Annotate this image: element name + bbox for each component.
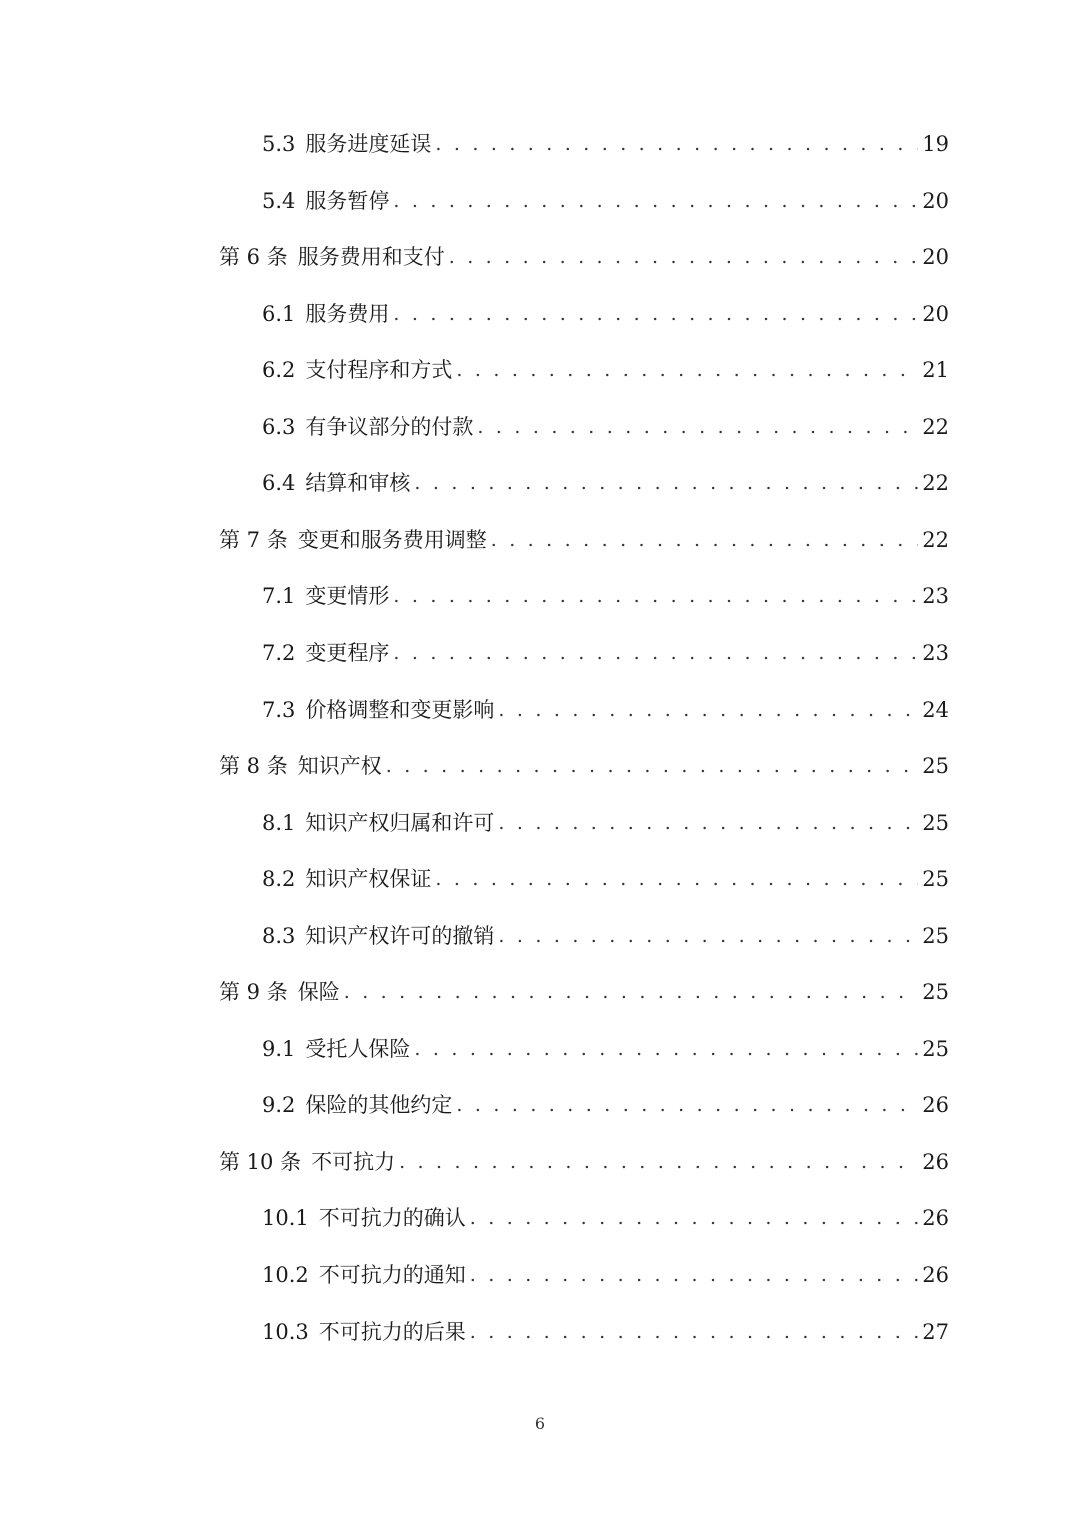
toc-dot-leader bbox=[498, 916, 918, 956]
toc-entry[interactable] bbox=[262, 1312, 949, 1352]
toc-dot-leader bbox=[456, 350, 918, 390]
toc-entry-title: 变更和服务费用调整 bbox=[297, 527, 487, 552]
toc-entry[interactable] bbox=[262, 181, 949, 221]
toc-entry-page: 26 bbox=[922, 1206, 949, 1231]
toc-dot-leader bbox=[470, 1198, 919, 1238]
toc-entry-title: 知识产权归属和许可 bbox=[305, 810, 495, 835]
toc-entry[interactable] bbox=[262, 803, 949, 843]
toc-entry-page: 22 bbox=[922, 471, 949, 496]
toc-entry-number: 10.3 bbox=[262, 1319, 309, 1344]
toc-dot-leader bbox=[393, 633, 918, 673]
toc-entry-page: 23 bbox=[922, 640, 949, 665]
toc-entry-number: 7.3 bbox=[262, 697, 296, 722]
toc-dot-leader bbox=[435, 124, 918, 164]
toc-entry-number: 10.2 bbox=[262, 1263, 309, 1287]
toc-entry-page: 26 bbox=[922, 1093, 949, 1118]
toc-entry-number: 6.1 bbox=[262, 301, 296, 326]
toc-entry-number: 8.3 bbox=[262, 923, 296, 948]
toc-entry-number: 第 9 条 bbox=[219, 980, 288, 1005]
toc-entry-number: 10.1 bbox=[262, 1206, 309, 1231]
toc-dot-leader bbox=[344, 972, 919, 1012]
toc-entry-title: 不可抗力的通知 bbox=[318, 1263, 466, 1287]
toc-entry-title: 服务暂停 bbox=[305, 188, 390, 213]
toc-dot-leader bbox=[470, 1312, 919, 1352]
toc-entry-number: 5.4 bbox=[262, 188, 296, 213]
toc-dot-leader bbox=[393, 181, 918, 221]
toc-entry-number: 9.2 bbox=[262, 1093, 296, 1118]
toc-entry[interactable] bbox=[262, 633, 949, 673]
toc-entry-page: 25 bbox=[922, 923, 949, 948]
toc-dot-leader bbox=[399, 1142, 918, 1182]
toc-entry-title: 结算和审核 bbox=[305, 471, 411, 496]
toc-entry-number: 6.3 bbox=[262, 414, 296, 439]
toc-entry-page: 22 bbox=[922, 414, 949, 439]
toc-entry-number: 5.3 bbox=[262, 132, 296, 156]
toc-entry[interactable] bbox=[262, 294, 949, 334]
toc-entry-page: 23 bbox=[922, 584, 949, 609]
toc-dot-leader bbox=[393, 294, 918, 334]
toc-entry-title: 受托人保险 bbox=[305, 1036, 411, 1061]
toc-entry-title: 保险的其他约定 bbox=[305, 1093, 453, 1118]
toc-entry-title: 变更程序 bbox=[305, 640, 390, 665]
toc-entry-page: 25 bbox=[922, 867, 949, 892]
toc-dot-leader bbox=[386, 746, 919, 786]
toc-entry[interactable] bbox=[219, 520, 949, 560]
toc-entry-title: 价格调整和变更影响 bbox=[305, 697, 495, 722]
toc-dot-leader bbox=[470, 1255, 919, 1295]
toc-entry[interactable] bbox=[219, 237, 949, 277]
toc-entry-page: 22 bbox=[922, 527, 949, 552]
toc-dot-leader bbox=[435, 859, 918, 899]
toc-entry[interactable] bbox=[262, 576, 949, 616]
toc-entry-page: 25 bbox=[922, 810, 949, 835]
toc-entry-page: 24 bbox=[922, 697, 949, 722]
toc-entry-page: 27 bbox=[922, 1319, 949, 1344]
toc-entry-page: 26 bbox=[922, 1149, 949, 1174]
toc-entry-title: 不可抗力 bbox=[311, 1149, 396, 1174]
toc-dot-leader bbox=[449, 237, 919, 277]
toc-entry[interactable] bbox=[262, 859, 949, 899]
toc-entry-title: 服务进度延误 bbox=[305, 132, 432, 156]
toc-entry-title: 保险 bbox=[297, 980, 340, 1005]
toc-entry[interactable] bbox=[262, 1198, 949, 1238]
toc-entry-page: 19 bbox=[922, 132, 949, 156]
page-number: 6 bbox=[534, 1414, 546, 1433]
toc-entry[interactable] bbox=[219, 1142, 949, 1182]
toc-entry[interactable] bbox=[262, 690, 949, 730]
toc-entry[interactable] bbox=[262, 407, 949, 447]
toc-entry-title: 服务费用 bbox=[305, 301, 390, 326]
toc-entry-number: 7.2 bbox=[262, 640, 296, 665]
toc-entry-number: 8.1 bbox=[262, 810, 296, 835]
toc-entry-title: 知识产权 bbox=[297, 754, 382, 779]
toc-entry[interactable] bbox=[262, 1085, 949, 1125]
toc-entry-number: 6.4 bbox=[262, 471, 296, 496]
toc-entry-title: 变更情形 bbox=[305, 584, 390, 609]
toc-dot-leader bbox=[456, 1085, 918, 1125]
toc-entry[interactable] bbox=[262, 916, 949, 956]
toc-entry-page: 25 bbox=[922, 754, 949, 779]
toc-dot-leader bbox=[498, 803, 918, 843]
toc-entry-number: 第 7 条 bbox=[219, 527, 288, 552]
toc-entry[interactable] bbox=[219, 972, 949, 1012]
toc-entry-number: 第 8 条 bbox=[219, 754, 288, 779]
toc-entry-title: 有争议部分的付款 bbox=[305, 414, 474, 439]
toc-entry-page: 25 bbox=[922, 980, 949, 1005]
toc-entry-title: 不可抗力的确认 bbox=[318, 1206, 466, 1231]
toc-entry[interactable] bbox=[262, 463, 949, 503]
toc-entry-number: 8.2 bbox=[262, 867, 296, 892]
toc-dot-leader bbox=[498, 690, 918, 730]
toc-entry-number: 第 6 条 bbox=[219, 245, 288, 270]
toc-entry-page: 20 bbox=[922, 301, 949, 326]
toc-entry-title: 知识产权许可的撤销 bbox=[305, 923, 495, 948]
toc-dot-leader bbox=[477, 407, 918, 447]
toc-entry[interactable] bbox=[262, 1255, 949, 1295]
toc-entry-page: 20 bbox=[922, 245, 949, 270]
toc-entry-number: 9.1 bbox=[262, 1036, 296, 1061]
toc-entry-title: 支付程序和方式 bbox=[305, 358, 453, 383]
toc-dot-leader bbox=[491, 520, 919, 560]
toc-entry-title: 知识产权保证 bbox=[305, 867, 432, 892]
toc-entry[interactable] bbox=[262, 124, 949, 164]
toc-dot-leader bbox=[393, 576, 918, 616]
toc-entry-page: 25 bbox=[922, 1036, 949, 1061]
toc-entry-title: 服务费用和支付 bbox=[297, 245, 445, 270]
toc-entry-number: 6.2 bbox=[262, 358, 296, 383]
toc-entry-number: 7.1 bbox=[262, 584, 296, 609]
toc-entry-title: 不可抗力的后果 bbox=[318, 1319, 466, 1344]
toc-dot-leader bbox=[414, 1029, 918, 1069]
toc-entry[interactable] bbox=[262, 1029, 949, 1069]
toc-entry-number: 第 10 条 bbox=[219, 1149, 302, 1174]
toc-entry-page: 20 bbox=[922, 188, 949, 213]
toc-entry[interactable] bbox=[219, 746, 949, 786]
toc-dot-leader bbox=[414, 463, 918, 503]
toc-entry-page: 26 bbox=[922, 1263, 949, 1287]
toc-entry-page: 21 bbox=[922, 358, 949, 383]
toc-entry[interactable] bbox=[262, 350, 949, 390]
